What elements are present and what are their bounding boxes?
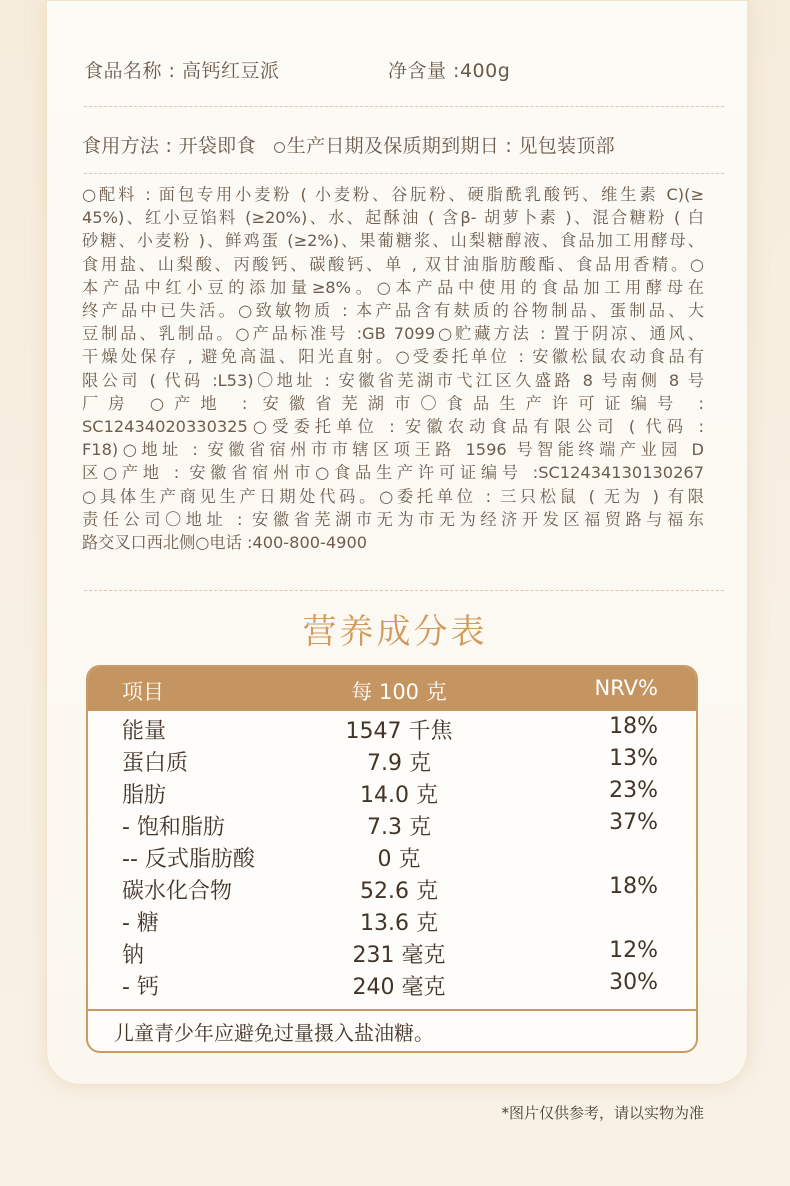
row-nrv: 13% (609, 746, 658, 771)
paragraph-line: 责任公司〇地址 : 安徽省芜湖市无为市无为经济开发区福贸路与福东 (82, 509, 704, 529)
food-name: 食品名称 : 高钙红豆派 (84, 60, 280, 82)
row-item: 蛋白质 (122, 751, 189, 776)
production-date: 生产日期及保质期到期日 : 见包装顶部 (286, 135, 615, 157)
table-row (88, 776, 696, 808)
header-item: 项目 (122, 680, 164, 704)
paragraph-line: 砂糖、小麦粉 )、鲜鸡蛋 (≥2%)、果葡糖浆、山梨糖醇液、食品加工用酵母、 (82, 231, 704, 251)
row-item: 钠 (122, 943, 145, 968)
nutrition-table (86, 665, 698, 1053)
row-nrv: 37% (609, 810, 658, 835)
divider (84, 173, 724, 174)
table-row (88, 904, 696, 936)
paragraph-line: 干燥处保存 , 避免高温、阳光直射。○受委托单位 : 安徽松鼠农动食品有 (82, 347, 704, 367)
row-amount: 7.3 克 (367, 815, 431, 840)
paragraph-line: ○具体生产商见生产日期处代码。○委托单位 : 三只松鼠 ( 无为 ) 有限 (82, 486, 704, 506)
row-amount: 52.6 克 (360, 879, 438, 904)
table-row (88, 968, 696, 1000)
table-row (88, 808, 696, 840)
row-amount: 0 克 (377, 847, 421, 872)
circle-bullet-icon (274, 142, 285, 153)
nutrition-footer-note: 儿童青少年应避免过量摄入盐油糖。 (114, 1021, 434, 1045)
row-item: -- 反式脂肪酸 (122, 847, 255, 872)
row-nrv: 18% (609, 714, 658, 739)
divider (84, 590, 724, 591)
row-nrv: 18% (609, 874, 658, 899)
header-nrv: NRV% (594, 676, 658, 700)
row-nrv: 30% (609, 970, 658, 995)
info-row-name (84, 56, 724, 86)
row-item: 碳水化合物 (122, 879, 233, 904)
paragraph-line: ○配料 : 面包专用小麦粉 ( 小麦粉、谷朊粉、硬脂酰乳酸钙、维生素 C)(≥ (82, 185, 704, 204)
net-content: 净含量 :400g (388, 60, 511, 82)
paragraph-line: 终产品中已失活。○致敏物质 : 本产品含有麸质的谷物制品、蛋制品、大 (82, 301, 704, 321)
row-amount: 231 毫克 (352, 943, 446, 968)
disclaimer: *图片仅供参考，请以实物为准 (501, 1104, 704, 1122)
paragraph-line: 路交叉口西北侧○电话 :400-800-4900 (82, 533, 368, 553)
header-per-100g: 每 100 克 (351, 680, 447, 704)
table-row (88, 872, 696, 904)
row-item: 能量 (122, 719, 167, 744)
nutrition-title: 营养成分表 (302, 612, 488, 652)
paragraph-line: 豆制品、乳制品。○产品标准号 :GB 7099○贮藏方法 : 置于阴凉、通风、 (82, 324, 704, 344)
paragraph-line: 食用盐、山梨酸、丙酸钙、碳酸钙、单 , 双甘油脂肪酸酯、食品用香精。○ (82, 254, 704, 274)
row-nrv: 23% (609, 778, 658, 803)
usage-method: 食用方法 : 开袋即食 (82, 135, 256, 157)
paragraph-line: SC12434020330325○受委托单位 : 安徽农动食品有限公司 ( 代码 : (82, 417, 704, 437)
table-row (88, 840, 696, 872)
paragraph-line: 区○产地 : 安徽省宿州市○食品生产许可证编号 :SC12434130130267 (82, 463, 704, 483)
paragraph-line: 厂房 ○产地 : 安徽省芜湖市〇食品生产许可证编号 : (82, 393, 704, 413)
paragraph-line: 45%)、红小豆馅料 (≥20%)、水、起酥油 ( 含β- 胡萝卜素 )、混合糖粉 ( 白 (82, 208, 704, 228)
row-amount: 7.9 克 (367, 751, 431, 776)
row-item: - 糖 (122, 911, 159, 936)
info-row-usage (82, 131, 722, 161)
table-footer-divider (88, 1009, 696, 1011)
row-amount: 1547 千焦 (345, 719, 453, 744)
paragraph-line: 限公司 ( 代码 :L53)〇地址 : 安徽省芜湖市弋江区久盛路 8 号南侧 8 号 (82, 370, 704, 390)
paragraph-line: F18)○地址 : 安徽省宿州市市辖区项王路 1596 号智能终端产业园 D (82, 440, 704, 460)
row-item: - 饱和脂肪 (122, 815, 225, 840)
table-row (88, 936, 696, 968)
paragraph-line: 本产品中红小豆的添加量≥8%。○本产品中使用的食品加工用酵母在 (82, 277, 704, 297)
row-item: - 钙 (122, 975, 159, 1000)
row-item: 脂肪 (122, 783, 167, 808)
row-amount: 14.0 克 (360, 783, 438, 808)
row-nrv: 12% (609, 938, 658, 963)
row-amount: 13.6 克 (360, 911, 438, 936)
ingredients-paragraph (82, 183, 704, 554)
row-amount: 240 毫克 (352, 975, 446, 1000)
nutrition-table-header (88, 667, 696, 711)
table-row (88, 712, 696, 744)
divider (84, 106, 724, 107)
table-row (88, 744, 696, 776)
